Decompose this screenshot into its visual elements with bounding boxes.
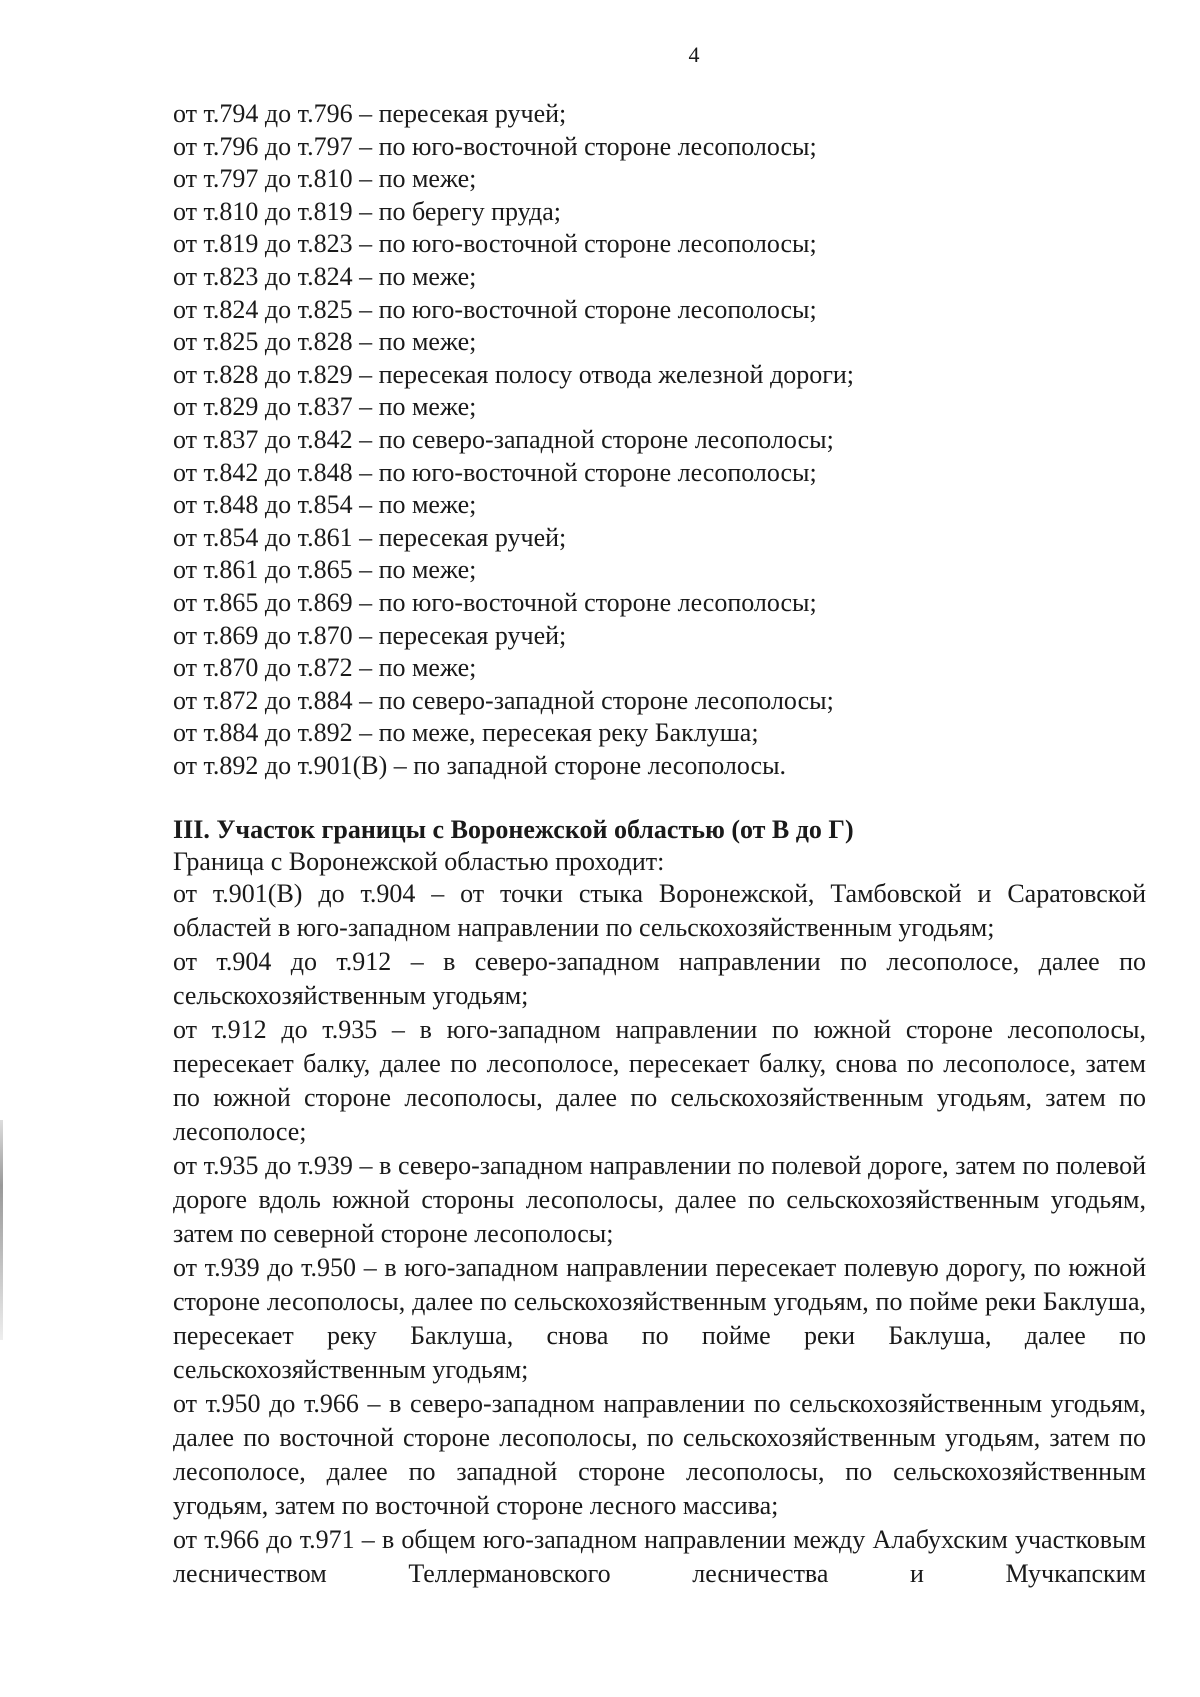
segment-line: от т.869 до т.870 – пересекая ручей; xyxy=(173,620,567,650)
segment-line: от т.848 до т.854 – по меже; xyxy=(173,490,477,520)
section-paragraph: от т.935 до т.939 – в северо-западном направлении по полевой дороге, затем по полевой дороге вдоль южной стороны лесополосы, далее по сельскохозяйственным угодьям, затем по северной стороне лесополосы; xyxy=(173,1151,1146,1248)
segment-line: от т.796 до т.797 – по юго-восточной стороне лесополосы; xyxy=(173,131,817,161)
section-paragraph: от т.966 до т.971 – в общем юго-западном направлении между Алабухским участковым лесничеством Теллермановского лесничества и Мучкапским xyxy=(173,1525,1146,1588)
segment-line: от т.884 до т.892 – по меже, пересекая реку Баклуша; xyxy=(173,718,759,748)
section-paragraph: от т.904 до т.912 – в северо-западном направлении по лесополосе, далее по сельскохозяйственным угодьям; xyxy=(173,947,1146,1010)
section-paragraph: от т.950 до т.966 – в северо-западном направлении по сельскохозяйственным угодьям, далее по восточной стороне лесополосы, по сельскохозяйственным угодьям, затем по лесополосе, далее по западной стороне лесополосы, по сельскохозяйственным угодьям, затем по восточной стороне лесного массива; xyxy=(173,1389,1146,1520)
segment-line: от т.842 до т.848 – по юго-восточной стороне лесополосы; xyxy=(173,457,817,487)
section-paragraph: от т.939 до т.950 – в юго-западном направлении пересекает полевую дорогу, по южной стороне лесополосы, далее по сельскохозяйственным угодьям, по пойме реки Баклуша, пересекает реку Баклуша, снова по пойме реки Баклуша, далее по сельскохозяйственным угодьям; xyxy=(173,1253,1146,1384)
segment-line: от т.828 до т.829 – пересекая полосу отвода железной дороги; xyxy=(173,359,854,389)
segment-line: от т.794 до т.796 – пересекая ручей; xyxy=(173,99,567,128)
segment-line: от т.872 до т.884 – по северо-западной стороне лесополосы; xyxy=(173,685,834,715)
segment-line: от т.819 до т.823 – по юго-восточной стороне лесополосы; xyxy=(173,229,817,259)
segment-line: от т.837 до т.842 – по северо-западной стороне лесополосы; xyxy=(173,424,834,454)
segment-line: от т.797 до т.810 – по меже; xyxy=(173,164,477,194)
scan-edge-shadow xyxy=(0,1120,3,1340)
section-heading: III. Участок границы с Воронежской областью (от В до Г) xyxy=(173,815,854,844)
segment-line: от т.865 до т.869 – по юго-восточной стороне лесополосы; xyxy=(173,587,817,617)
section-paragraph: от т.901(В) до т.904 – от точки стыка Воронежской, Тамбовской и Саратовской областей в юго-западном направлении по сельскохозяйственным угодьям; xyxy=(173,879,1146,942)
segment-line: от т.870 до т.872 – по меже; xyxy=(173,653,477,683)
segment-line: от т.825 до т.828 – по меже; xyxy=(173,327,477,357)
boundary-segment-list xyxy=(173,98,1133,782)
segment-line: от т.861 до т.865 – по меже; xyxy=(173,555,477,585)
segment-line: от т.824 до т.825 – по юго-восточной стороне лесополосы; xyxy=(173,294,817,324)
segment-line: от т.829 до т.837 – по меже; xyxy=(173,392,477,422)
section-paragraph: от т.912 до т.935 – в юго-западном направлении по южной стороне лесополосы, пересекает балку, далее по лесополосе, пересекает балку, снова по лесополосе, затем по южной стороне лесополосы, далее по сельскохозяйственным угодьям, затем по лесополосе; xyxy=(173,1015,1146,1146)
segment-line: от т.823 до т.824 – по меже; xyxy=(173,261,477,291)
page-number: 4 xyxy=(688,42,700,67)
segment-line: от т.810 до т.819 – по берегу пруда; xyxy=(173,196,562,226)
segment-line: от т.854 до т.861 – пересекая ручей; xyxy=(173,522,567,552)
section-voronezh-boundary xyxy=(173,814,1146,1591)
section-intro: Граница с Воронежской областью проходит: xyxy=(173,847,665,876)
segment-line: от т.892 до т.901(В) – по западной стороне лесополосы. xyxy=(173,750,787,780)
